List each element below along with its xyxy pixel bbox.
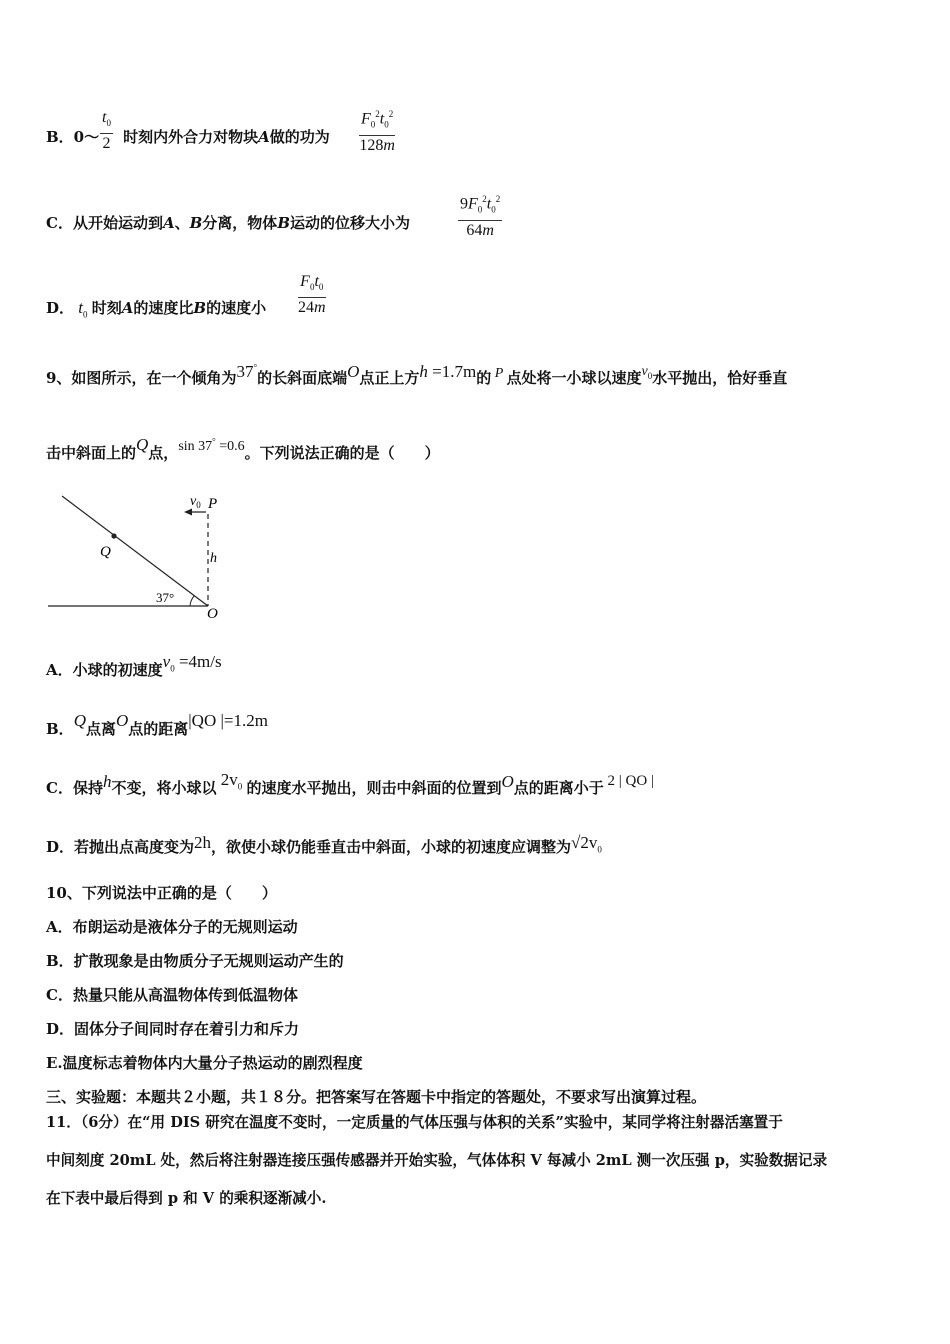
h-var: h (419, 362, 428, 381)
label-q: Q (100, 544, 111, 560)
q9-line2-b: 点， (148, 444, 179, 462)
option-d-a: A (121, 299, 134, 317)
q9-c-value: 2 | QO | (607, 773, 654, 789)
q9-text-d: 的 (476, 369, 492, 387)
label-p: P (208, 496, 218, 512)
q9-a-value: =4m/s (178, 652, 222, 671)
q9-option-d: D．若抛出点高度变为2h，欲使小球仍能垂直击中斜面，小球的初速度应调整为$√2v_0$ (46, 833, 602, 856)
angle-value: 37 (236, 362, 254, 381)
option-c-b2: B (277, 214, 290, 232)
q8-option-c (46, 212, 410, 233)
label-o: O (207, 606, 218, 622)
q8-option-d: D． $t_0$ 时刻A的速度比B的速度小 (46, 298, 267, 320)
q9-d-a: ，欲使小球仍能垂直击中斜面，小球的初速度应调整为 (211, 838, 572, 856)
q9-b-value: |QO |=1.2m (188, 711, 268, 730)
option-d-mid: 时刻 (91, 299, 122, 317)
q9-line-2: 击中斜面上的Q点，sin 37° =0.6。下列说法正确的是（ ） (46, 435, 440, 462)
q9-c-prefix: C．保持 (46, 779, 103, 797)
q11-line-3: 在下表中最后得到 p 和 V 的乘积逐渐减小. (46, 1190, 327, 1207)
q10-option-a: A．布朗运动是液体分子的无规则运动 (46, 918, 298, 936)
label-h: h (210, 551, 217, 566)
q9-text-f: 水平抛出，恰好垂直 (652, 369, 788, 387)
option-b-suffix: 做的功为 (269, 128, 330, 146)
fraction-displacement: $\frac{9F_0^2t_0^2}{64m}$ (458, 189, 502, 241)
q9-c-b: 的速度水平抛出，则击中斜面的位置到 (246, 779, 502, 797)
q9-d-h2: 2h (194, 833, 212, 852)
point-q: Q (136, 435, 149, 454)
option-c-text: C．从开始运动到 (46, 214, 163, 232)
point-o: O (347, 362, 360, 381)
q9-d-value: √2v (571, 833, 598, 852)
velocity-arrowhead (184, 509, 192, 516)
option-c-sep: 、 (174, 214, 190, 232)
q9-line2-a: 击中斜面上的 (46, 444, 137, 462)
label-v0: $v_0$ (190, 494, 201, 510)
q9-line2-c: 。下列说法正确的是（ ） (244, 444, 440, 462)
q10-option-b: B．扩散现象是由物质分子无规则运动产生的 (46, 952, 344, 970)
option-d-b: B (193, 299, 207, 317)
h-value: =1.7m (432, 362, 477, 381)
q9-a-prefix: A．小球的初速度 (46, 661, 163, 679)
option-b-prefix: B．0～ (46, 128, 100, 146)
option-b-text: 时刻内外合力对物块 (123, 128, 259, 146)
fraction-t0-over-2: $\frac{t_0}{2}$ (102, 109, 111, 153)
q9-option-b: B．Q点离O点的距离|QO |=1.2m (46, 711, 268, 738)
sin-value: =0.6 (219, 439, 245, 454)
q9-text-a: 9、如图所示，在一个倾角为 (46, 369, 237, 387)
q10-option-c: C．热量只能从高温物体传到低温物体 (46, 986, 298, 1004)
option-c-b: B (189, 214, 203, 232)
option-d-suffix: 的速度小 (206, 299, 267, 317)
option-d-prefix: D． (46, 299, 75, 317)
q9-b-mid2: 点的距离 (128, 720, 189, 738)
q9-text-e: 点处将一小球以速度 (506, 369, 642, 387)
q9-option-a: A．小球的初速度$v_0 =4m/s$ (46, 652, 222, 679)
label-angle: 37° (156, 590, 175, 605)
q9-c-speed: 2v (220, 770, 238, 789)
q9-text-c: 点正上方 (359, 369, 420, 387)
q9-line-1: 9、如图所示，在一个倾角为37°的长斜面底端O点正上方h =1.7m的 P 点处将一小球以速度$v_0$水平抛出，恰好垂直 (46, 362, 788, 387)
option-b-var: A (258, 128, 270, 146)
q11-line-2: 中间刻度 20mL 处，然后将注射器连接压强传感器并开始实验，气体体积 V 每减小 2mL 测一次压强 p，实验数据记录 (46, 1152, 828, 1169)
q9-b-prefix: B． (46, 720, 74, 738)
fraction-work: $\frac{F_0^2t_0^2}{128m}$ (359, 104, 395, 156)
point-p: P (494, 366, 504, 381)
q9-b-mid: 点离 (85, 720, 116, 738)
sin-expr: sin 37 (178, 439, 213, 454)
q10-option-d: D．固体分子间同时存在着引力和斥力 (46, 1020, 300, 1038)
q9-text-b: 的长斜面底端 (257, 369, 348, 387)
incline-figure (40, 488, 240, 624)
q9-option-c: C．保持h不变，将小球以 $2v_0$ 的速度水平抛出，则击中斜面的位置到O点的距离小于 2 | QO | (46, 770, 654, 797)
section-3-header: 三、实验题：本题共２小题，共１８分。把答案写在答题卡中指定的答题处，不要求写出演算过程。 (46, 1088, 707, 1106)
q8-option-b (46, 126, 330, 147)
q9-d-prefix: D．若抛出点高度变为 (46, 838, 195, 856)
option-d-mid2: 的速度比 (133, 299, 194, 317)
q9-c-a: 不变，将小球以 (111, 779, 217, 797)
q10-option-e: E.温度标志着物体内大量分子热运动的剧烈程度 (46, 1054, 363, 1072)
option-c-a: A (162, 214, 175, 232)
q10-title: 10、下列说法中正确的是（ ） (46, 884, 277, 902)
option-c-mid: 分离，物体 (202, 214, 278, 232)
q9-c-c: 点的距离小于 (513, 779, 604, 797)
fraction-speed-diff: $\frac{F_0t_0}{24m}$ (298, 273, 326, 317)
angle-arc (190, 596, 194, 606)
point-q-dot (111, 533, 116, 538)
q11-line-1: 11．（6分）在“用 DIS 研究在温度不变时，一定质量的气体压强与体积的关系”实验中，某同学将注射器活塞置于 (46, 1114, 783, 1131)
option-c-suffix: 运动的位移大小为 (290, 214, 411, 232)
